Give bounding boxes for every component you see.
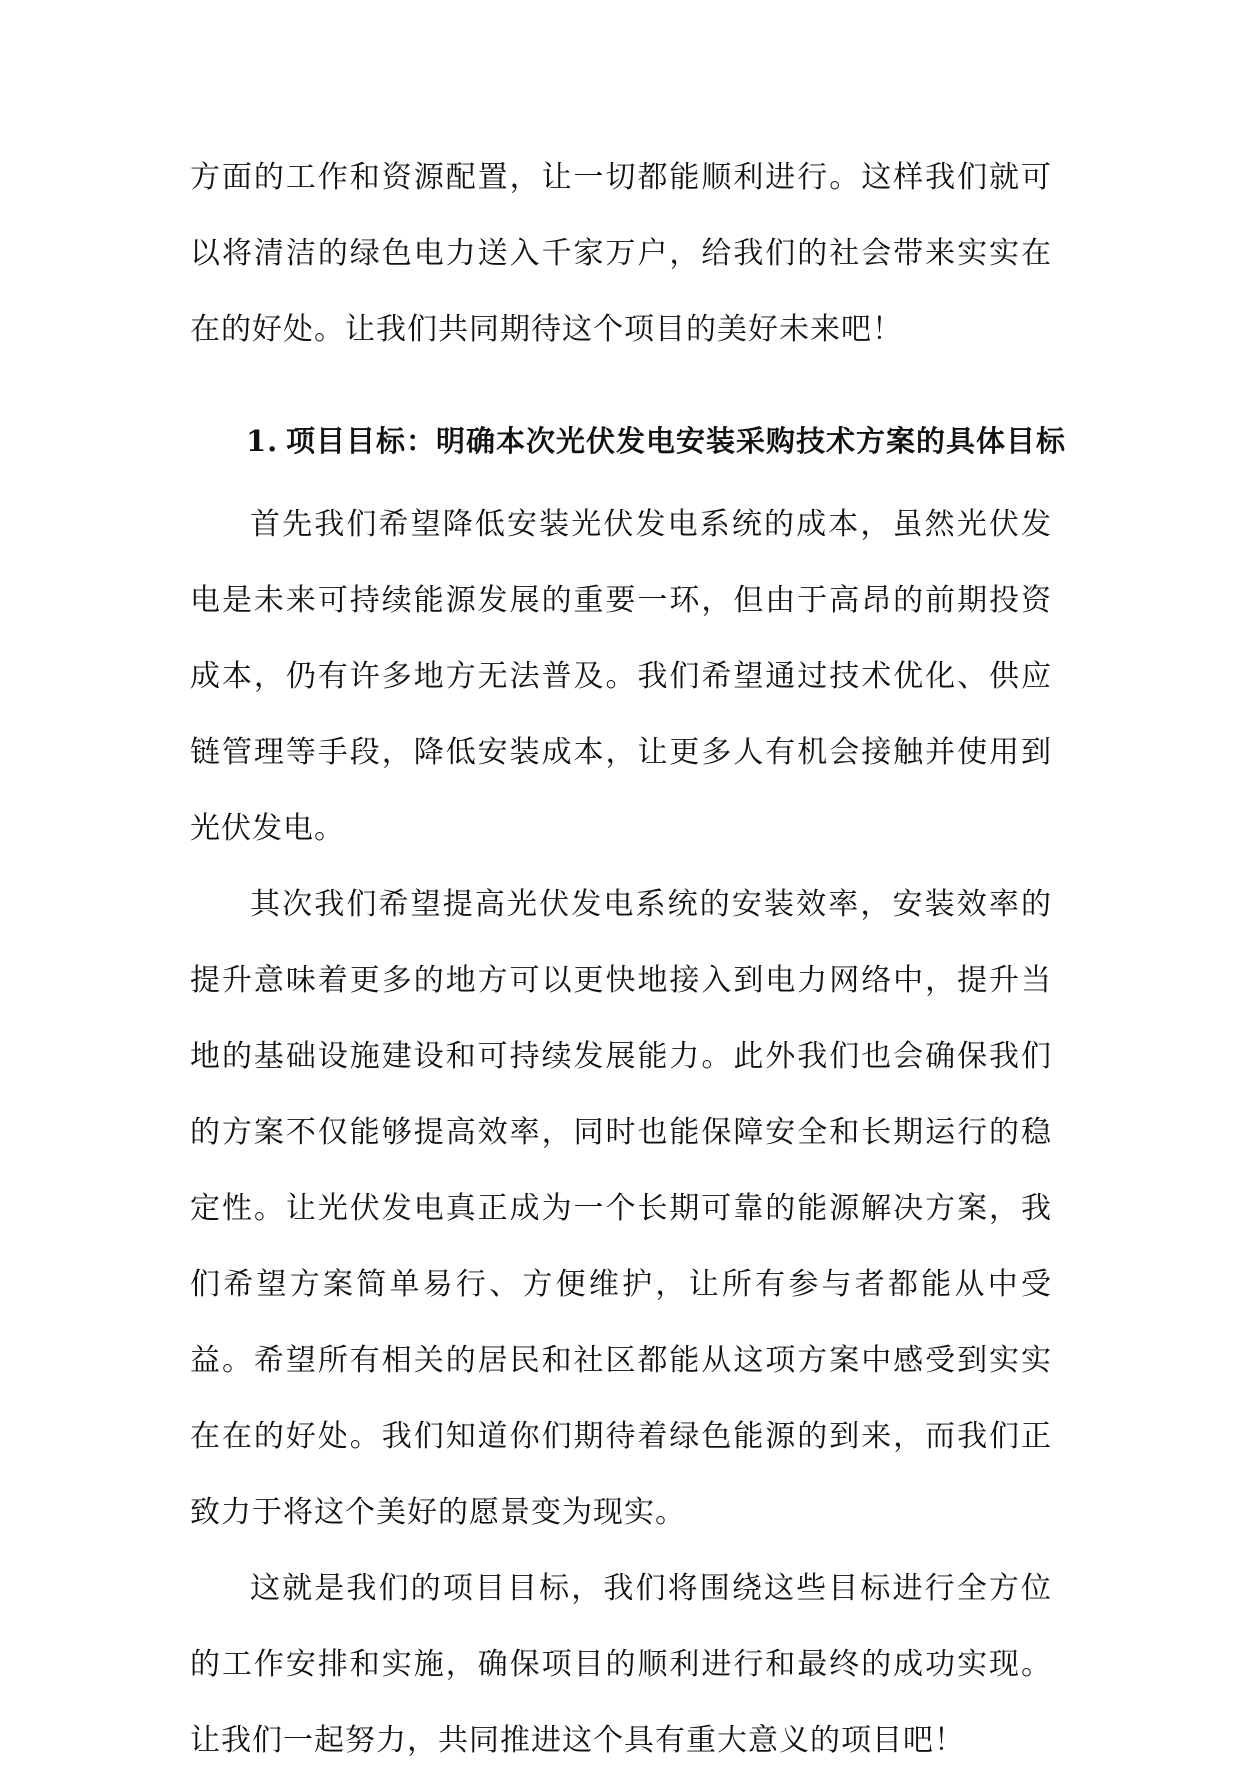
- body-paragraph-summary: 这就是我们的项目目标，我们将围绕这些目标进行全方位的工作安排和实施，确保项目的顺利进行和最终的成功实现。让我们一起努力，共同推进这个具有重大意义的项目吧！: [190, 1571, 1052, 1758]
- body-paragraph-efficiency: 其次我们希望提高光伏发电系统的安装效率，安装效率的提升意味着更多的地方可以更快地接入到电力网络中，提升当地的基础设施建设和可持续发展能力。此外我们也会确保我们的方案不仅能够提高效率，同时也能保障安全和长期运行的稳定性。让光伏发电真正成为一个长期可靠的能源解决方案，我们希望方案简单易行、方便维护，让所有参与者都能从中受益。希望所有相关的居民和社区都能从这项方案中感受到实实在在的好处。我们知道你们期待着绿色能源的到来，而我们正致力于将这个美好的愿景变为现实。: [190, 887, 1052, 1530]
- document-body: [190, 140, 1067, 1779]
- section-title: 项目目标：明确本次光伏发电安装采购技术方案的具体目标: [286, 424, 1067, 458]
- intro-paragraph: 方面的工作和资源配置，让一切都能顺利进行。这样我们就可以将清洁的绿色电力送入千家万户，给我们的社会带来实实在在的好处。让我们共同期待这个项目的美好未来吧！: [190, 160, 1052, 347]
- section-heading: [190, 368, 1067, 487]
- body-paragraph-cost: 首先我们希望降低安装光伏发电系统的成本，虽然光伏发电是未来可持续能源发展的重要一环，但由于高昂的前期投资成本，仍有许多地方无法普及。我们希望通过技术优化、供应链管理等手段，降低安装成本，让更多人有机会接触并使用到光伏发电。: [190, 507, 1052, 846]
- section-number: 1.: [246, 424, 279, 458]
